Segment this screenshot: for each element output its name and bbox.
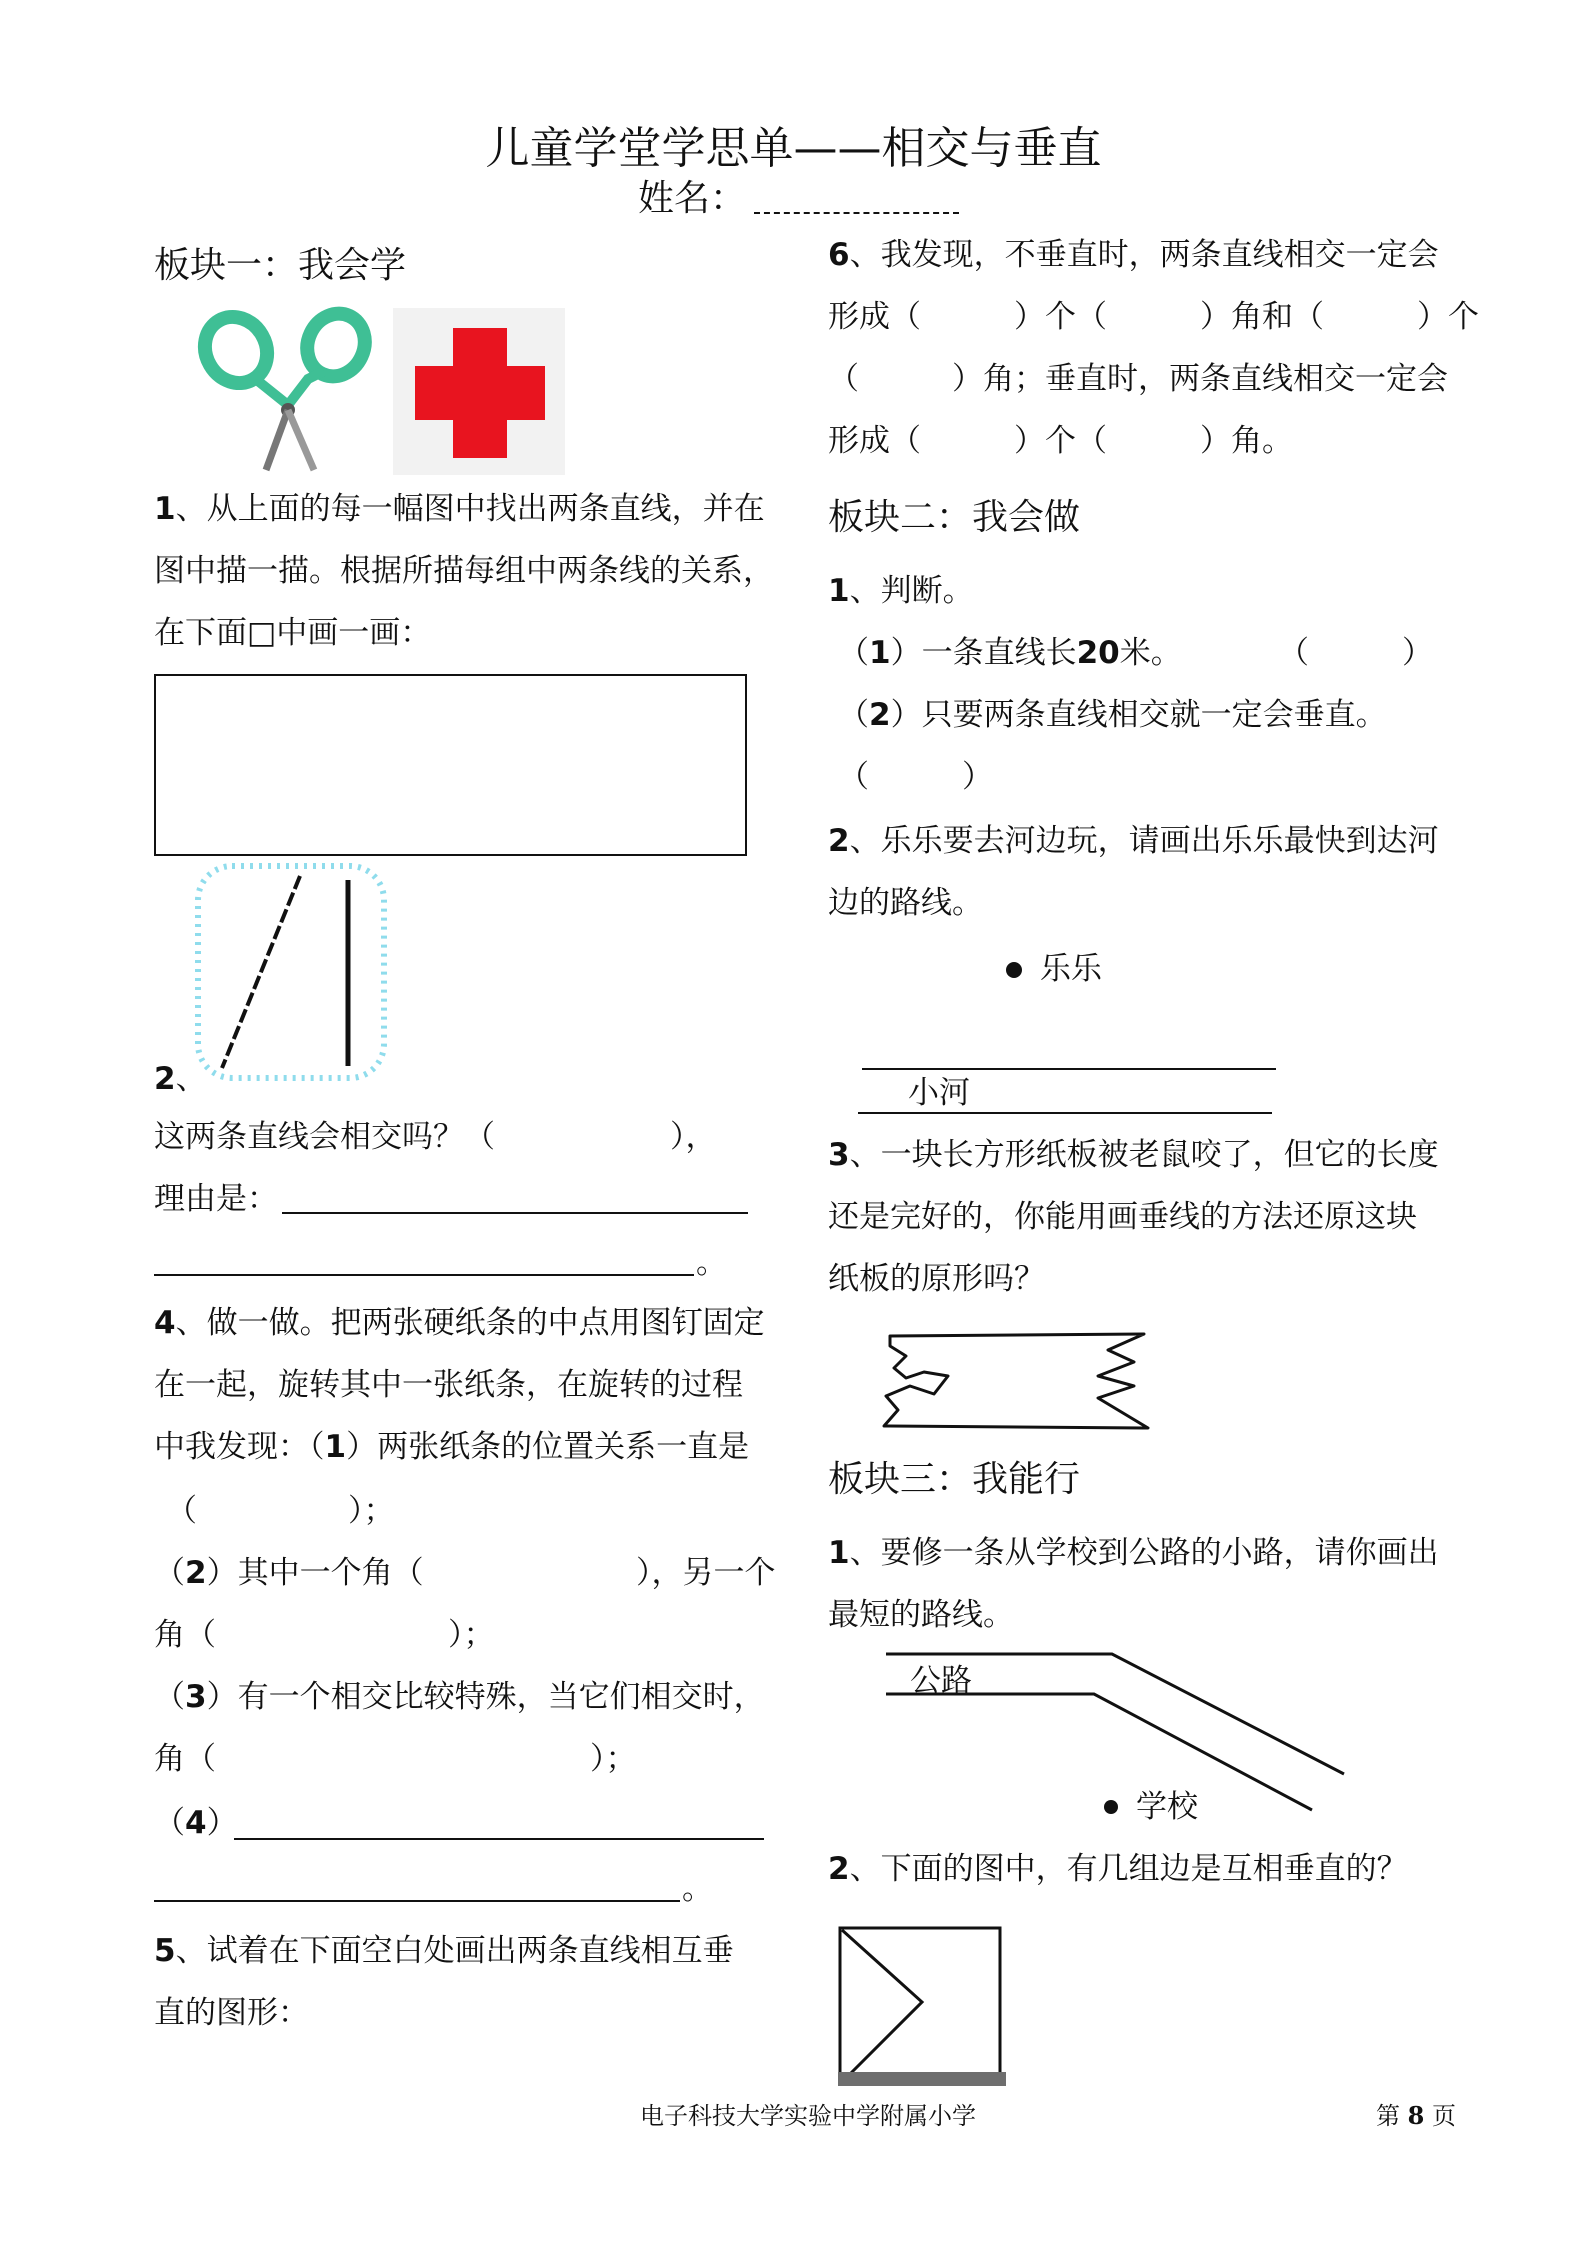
q4-sub1-paren-close: ）； bbox=[348, 1493, 395, 1529]
scissors-icon bbox=[196, 305, 374, 475]
q1-line-3: 在下面□中画一画： bbox=[154, 615, 432, 651]
board-q-line-2: 还是完好的，你能用画垂线的方法还原这块 bbox=[828, 1199, 1417, 1235]
judge-1: （1）一条直线长20米。 bbox=[838, 635, 1182, 671]
perp-figure bbox=[838, 1926, 1006, 2088]
q4-sub4-line-1[interactable] bbox=[234, 1838, 764, 1840]
q5-line-1: 5、试着在下面空白处画出两条直线相互垂 bbox=[154, 1933, 734, 1969]
q6-line-3: （ ）角；垂直时，两条直线相交一定会 bbox=[828, 361, 1448, 397]
q4-sub3-line: （3）有一个相交比较特殊，当它们相交时， bbox=[154, 1679, 765, 1715]
q4-line-2: 在一起，旋转其中一张纸条，在旋转的过程 bbox=[154, 1367, 743, 1403]
two-lines-figure bbox=[194, 862, 390, 1084]
q6-line-4: 形成（ ）个（ ）角。 bbox=[828, 423, 1293, 459]
scissors-image bbox=[196, 305, 374, 475]
board-q-line-1: 3、一块长方形纸板被老鼠咬了，但它的长度 bbox=[828, 1137, 1439, 1173]
q6-line-1: 6、我发现，不垂直时，两条直线相交一定会 bbox=[828, 237, 1439, 273]
page-title: 儿童学堂学思单——相交与垂直 bbox=[485, 123, 1102, 174]
q2-reason-label: 理由是： bbox=[154, 1181, 278, 1217]
q4-sub2-angle-close: ）； bbox=[448, 1617, 495, 1653]
road-label: 公路 bbox=[910, 1663, 972, 1699]
bitten-board-figure bbox=[872, 1328, 1154, 1432]
q2-reason-line-2[interactable] bbox=[154, 1274, 694, 1276]
river-q-line-2: 边的路线。 bbox=[828, 885, 983, 921]
footer-school: 电子科技大学实验中学附属小学 bbox=[640, 2102, 976, 2130]
section3-title: 板块三：我能行 bbox=[828, 1459, 1081, 1500]
section2-title: 板块二：我会做 bbox=[828, 497, 1081, 538]
q4-sub3-angle-close: ）； bbox=[590, 1741, 637, 1777]
name-label: 姓名： bbox=[638, 178, 747, 219]
q6-line-2: 形成（ ）个（ ）角和（ ）个 bbox=[828, 299, 1479, 335]
road-q-line-2: 最短的路线。 bbox=[828, 1597, 1014, 1633]
q1-line-1: 1、从上面的每一幅图中找出两条直线，并在 bbox=[154, 491, 765, 527]
q2-question-end: ）， bbox=[670, 1119, 717, 1155]
q4-sub4-line-2[interactable] bbox=[154, 1900, 680, 1902]
section1-title: 板块一：我会学 bbox=[154, 245, 407, 286]
name-blank[interactable] bbox=[754, 212, 959, 214]
perp-q: 2、下面的图中，有几组边是互相垂直的？ bbox=[828, 1851, 1408, 1887]
school-label: 学校 bbox=[1136, 1789, 1198, 1825]
red-cross-image bbox=[393, 308, 565, 475]
q5-line-2: 直的图形： bbox=[154, 1995, 309, 2031]
judge-2-answer[interactable]: （ ） bbox=[838, 759, 993, 795]
q4-sub2-end: ），另一个 bbox=[636, 1555, 776, 1591]
q2-number: 2、 bbox=[154, 1061, 207, 1097]
q1-line-2: 图中描一描。根据所描每组中两条线的关系， bbox=[154, 553, 774, 589]
q2-reason-line-1[interactable] bbox=[282, 1212, 748, 1214]
lele-label: 乐乐 bbox=[1040, 951, 1102, 987]
q2-question: 这两条直线会相交吗？（ bbox=[154, 1119, 495, 1155]
q4-sub2-angle-open: 角（ bbox=[154, 1617, 216, 1653]
red-cross-icon bbox=[393, 308, 565, 475]
river-q-line-1: 2、乐乐要去河边玩，请画出乐乐最快到达河 bbox=[828, 823, 1439, 859]
q2-end: 。 bbox=[696, 1245, 727, 1281]
q1-drawing-box[interactable] bbox=[154, 674, 747, 856]
judge-2: （2）只要两条直线相交就一定会垂直。 bbox=[838, 697, 1387, 733]
board-q-line-3: 纸板的原形吗？ bbox=[828, 1261, 1045, 1297]
river-bottom-line bbox=[858, 1112, 1272, 1114]
q4-sub4-line: （4） bbox=[154, 1805, 238, 1841]
judge-1-answer[interactable]: （ ） bbox=[1278, 635, 1433, 671]
footer-page: 第 8 页 bbox=[1376, 2101, 1456, 2130]
q4-line-1: 4、做一做。把两张硬纸条的中点用图钉固定 bbox=[154, 1305, 765, 1341]
road-q-line-1: 1、要修一条从学校到公路的小路，请你画出 bbox=[828, 1535, 1439, 1571]
q4-sub3-angle-open: 角（ bbox=[154, 1741, 216, 1777]
q4-line-3: 中我发现：（1）两张纸条的位置关系一直是 bbox=[154, 1429, 750, 1465]
school-dot bbox=[1104, 1800, 1118, 1814]
judge-title: 1、判断。 bbox=[828, 573, 974, 609]
q4-sub2-line: （2）其中一个角（ bbox=[154, 1555, 424, 1591]
q4-sub1-paren-open: （ bbox=[166, 1493, 197, 1529]
river-label: 小河 bbox=[908, 1075, 970, 1111]
lele-dot bbox=[1006, 962, 1022, 978]
q4-sub4-end: 。 bbox=[682, 1871, 713, 1907]
